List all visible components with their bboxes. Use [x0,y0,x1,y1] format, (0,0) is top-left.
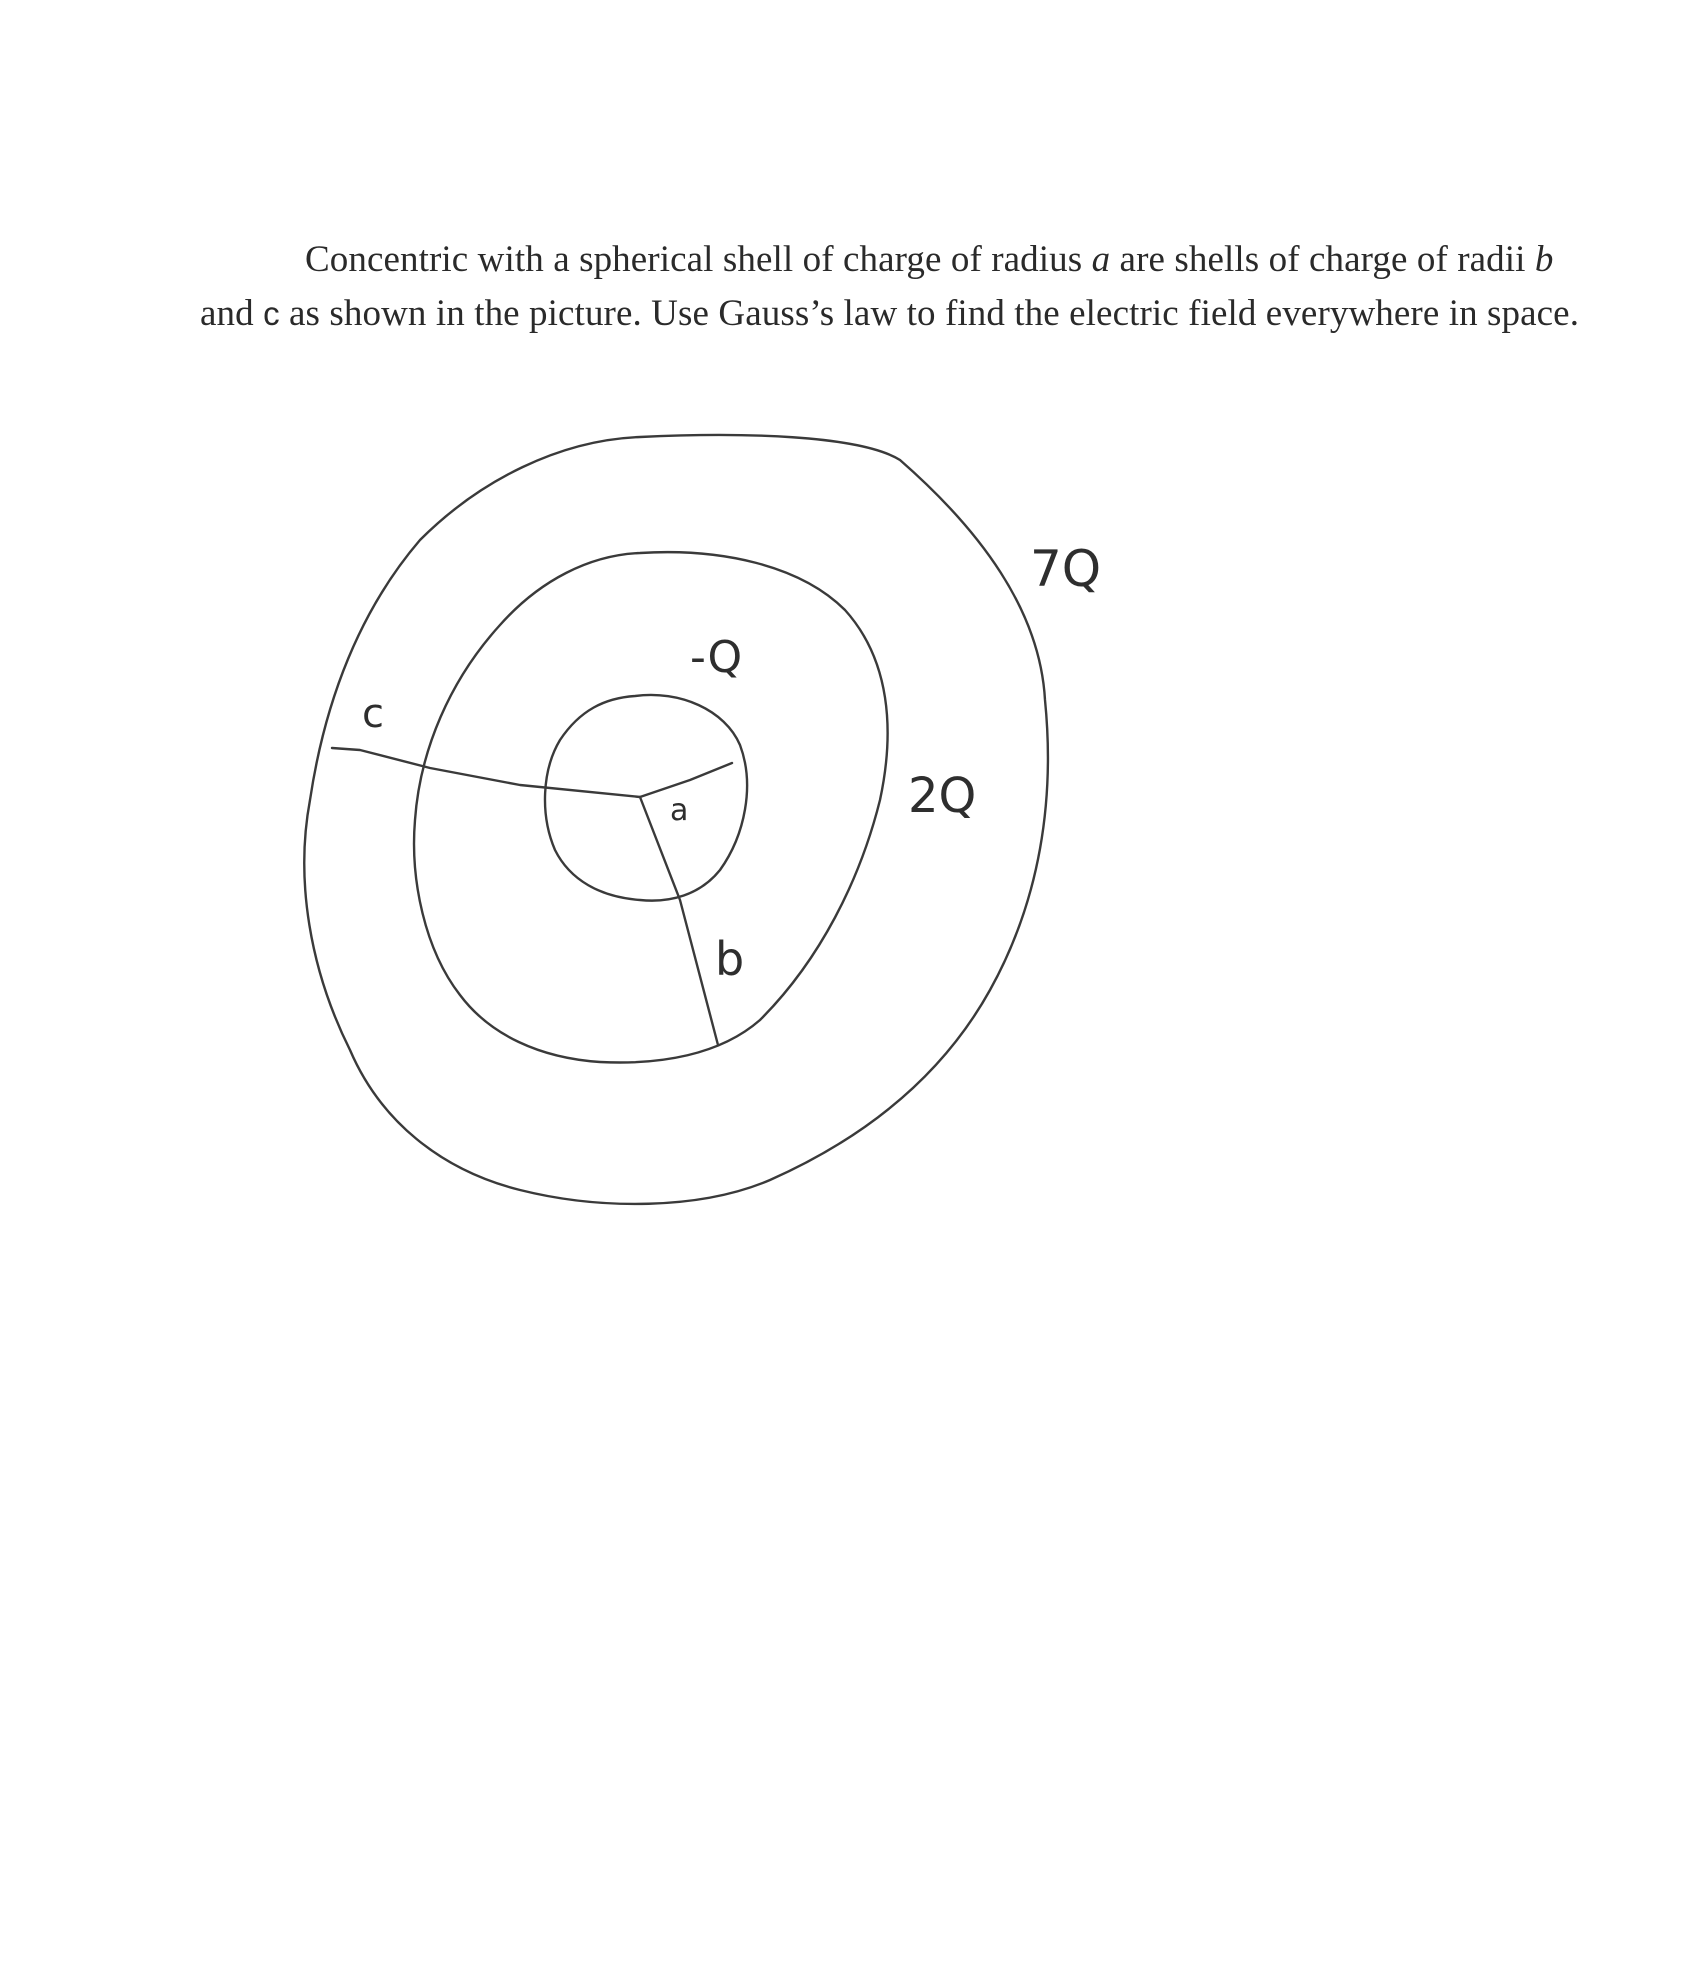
radius-line-b [640,797,718,1045]
charge-label-middle-shell: 2Q [908,768,977,824]
problem-text-1b: are shells of charge of radii [1110,239,1535,280]
radius-label-b: b [715,932,745,986]
variable-c: c [263,295,280,332]
middle-shell-circle [414,552,888,1062]
radius-line-a [640,763,732,797]
variable-a: a [1091,239,1111,280]
variable-b: b [1534,239,1554,280]
charge-label-outer-shell: 7Q [1030,540,1102,598]
inner-shell-circle [545,695,747,901]
problem-text-2b: as shown in the picture. Use Gauss’s law to find the electric field everywhere in space. [279,293,1580,334]
radius-label-c: c [362,691,384,737]
problem-text-2a: and [200,293,264,334]
radius-label-a: a [670,793,689,828]
problem-text-1a: Concentric with a spherical shell of charge of radius [305,239,1092,280]
charge-label-inner-shell: -Q [690,632,743,683]
radius-line-c [332,748,640,797]
